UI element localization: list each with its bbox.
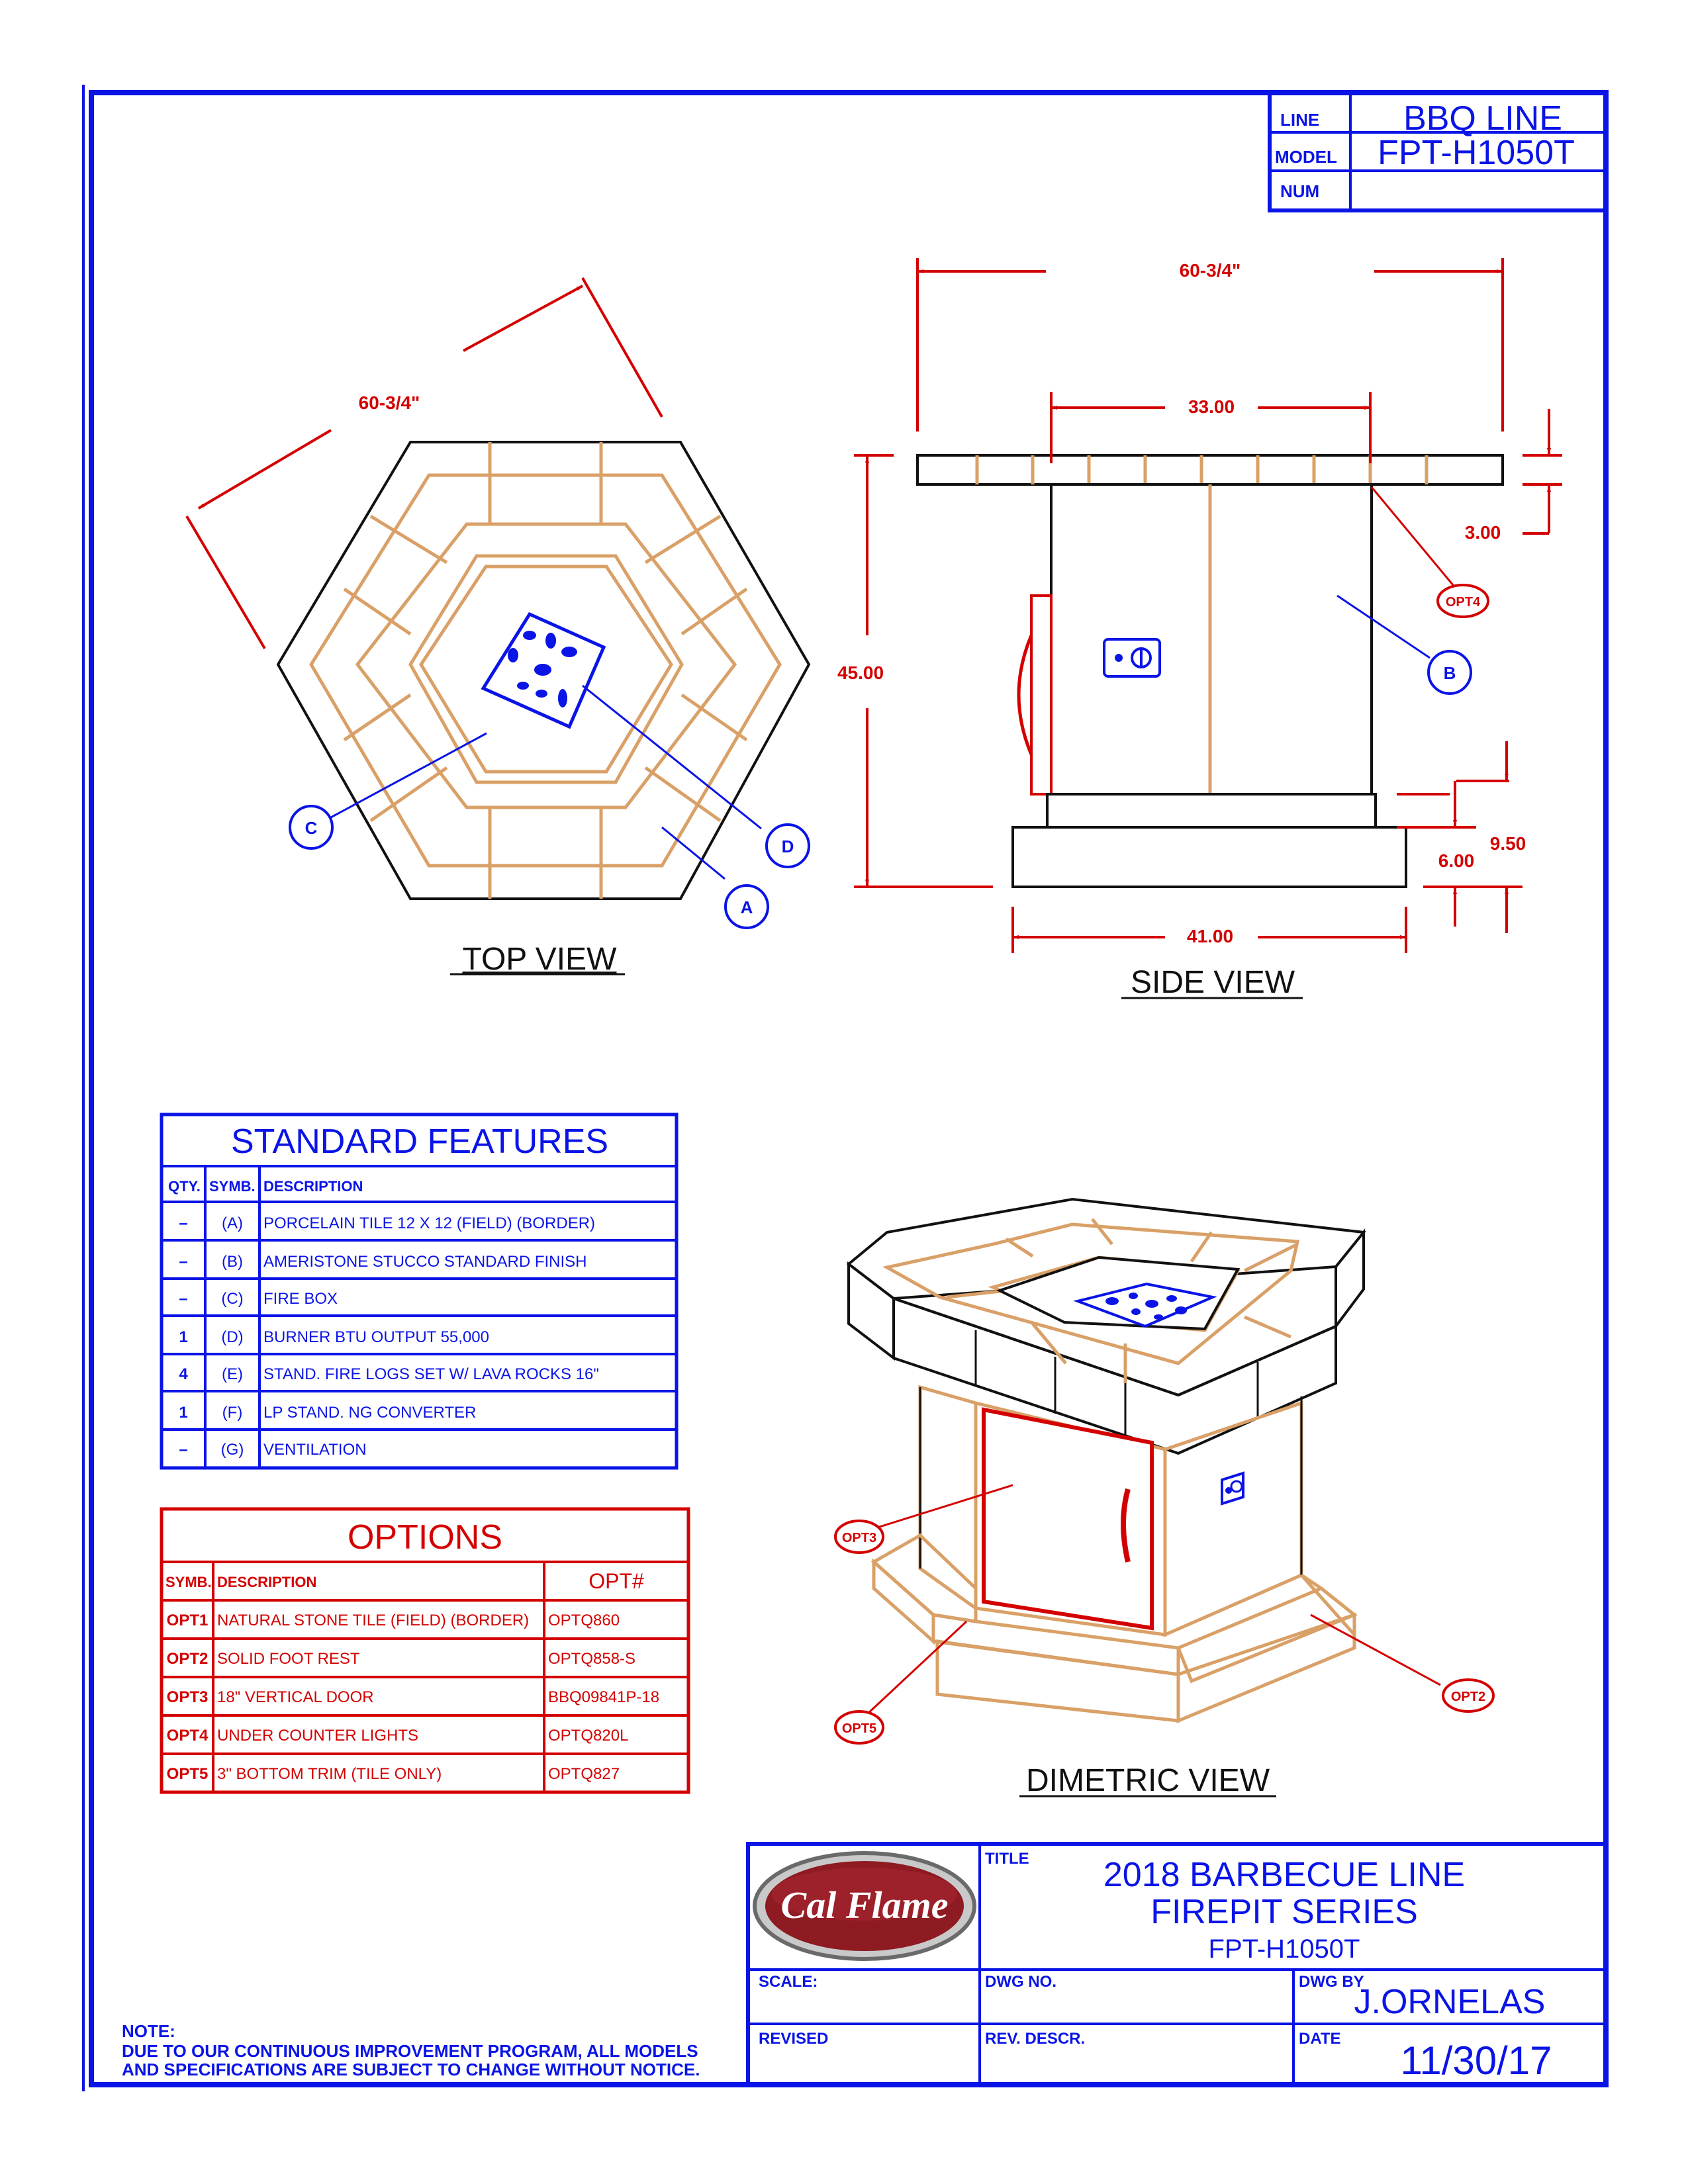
sf-row-symb: (G) [220,1441,244,1459]
side-inner-dimension: 33.00 [1188,396,1235,417]
date-value: 11/30/17 [1400,2038,1552,2083]
sf-row-qty: – [179,1253,188,1271]
callout-opt5 [835,1711,883,1743]
sf-header-description: DESCRIPTION [263,1178,363,1195]
sf-row-description: STAND. FIRE LOGS SET W/ LAVA ROCKS 16" [263,1365,599,1383]
side-width-dimension: 60-3/4" [1179,260,1241,281]
standard-features-table [162,1115,677,1468]
dimetric-view [835,1199,1493,1798]
callout-c [290,806,332,848]
sf-row-symb: (E) [222,1365,243,1383]
opt-row-description: SOLID FOOT REST [217,1650,360,1668]
opt-row-description: 3" BOTTOM TRIM (TILE ONLY) [217,1765,442,1783]
opt-row-description: UNDER COUNTER LIGHTS [217,1727,419,1745]
note-label: NOTE: [122,2021,175,2041]
sf-row-qty: – [179,1441,188,1459]
dwg-by-label: DWG BY [1299,1973,1364,1991]
opt-row-symb: OPT4 [166,1727,209,1745]
opt-row-symb: OPT3 [166,1688,209,1706]
sf-row-description: FIRE BOX [263,1290,338,1308]
sf-row-qty: 1 [179,1328,188,1346]
side-view-label: SIDE VIEW [1130,965,1295,1000]
opt-header-description: DESCRIPTION [217,1574,317,1590]
line-label: LINE [1280,110,1320,130]
callout-opt4 [1438,585,1488,617]
sf-header-symb: SYMB. [209,1178,256,1195]
svg-text:OPT3: OPT3 [841,1531,877,1545]
callout-opt3 [835,1521,883,1553]
num-label: NUM [1280,181,1320,201]
side-height-dimension: 45.00 [837,662,884,683]
side-base-height-dimension: 9.50 [1489,833,1526,854]
svg-text:OPT5: OPT5 [841,1721,877,1736]
side-top-thickness-dimension: 3.00 [1464,522,1501,543]
svg-text:D: D [781,837,794,856]
sf-row-qty: – [179,1290,188,1308]
sf-row-description: PORCELAIN TILE 12 X 12 (FIELD) (BORDER) [263,1214,596,1232]
dimetric-view-label: DIMETRIC VIEW [1026,1763,1270,1798]
title-block-bottom [748,1844,1606,2085]
dwg-no-label: DWG NO. [985,1973,1056,1991]
standard-features-title: STANDARD FEATURES [230,1122,609,1161]
dwg-by-value: J.ORNELAS [1354,1983,1546,2021]
callout-d [767,825,809,867]
dimetric-door [984,1410,1152,1628]
opt-row-number: OPTQ860 [548,1612,620,1629]
opt-row-description: NATURAL STONE TILE (FIELD) (BORDER) [217,1612,530,1629]
sf-row-description: LP STAND. NG CONVERTER [263,1404,477,1422]
sf-header-qty: QTY. [168,1178,201,1195]
options-table [162,1509,688,1792]
title-label: TITLE [985,1850,1029,1868]
date-label: DATE [1299,2030,1341,2048]
side-countertop [917,455,1503,484]
svg-text:B: B [1443,663,1456,683]
svg-text:C: C [305,818,318,838]
rev-descr-label: REV. DESCR. [985,2030,1086,2048]
sf-row-symb: (F) [222,1404,243,1422]
model-value: FPT-H1050T [1378,134,1575,172]
sf-row-symb: (D) [221,1328,244,1346]
sf-row-qty: – [179,1214,188,1232]
top-view [187,278,809,977]
title-line-1: 2018 BARBECUE LINE [1103,1856,1466,1894]
opt-row-description: 18" VERTICAL DOOR [217,1688,374,1706]
note-line-2: AND SPECIFICATIONS ARE SUBJECT TO CHANGE WITHOUT NOTICE. [122,2060,700,2079]
sf-row-description: AMERISTONE STUCCO STANDARD FINISH [263,1253,587,1271]
callout-a [726,886,768,928]
model-label: MODEL [1275,147,1337,167]
opt-header-number: OPT# [588,1569,644,1593]
opt-row-number: OPTQ858-S [548,1650,636,1668]
title-line-2: FIREPIT SERIES [1150,1893,1418,1931]
drawing-frame [91,93,1606,2085]
note-block [122,2021,700,2079]
line-value: BBQ LINE [1403,99,1562,138]
sf-row-description: BURNER BTU OUTPUT 55,000 [263,1328,489,1346]
sf-row-qty: 1 [179,1404,188,1422]
cal-flame-logo [755,1853,974,1959]
opt-row-number: BBQ09841P-18 [548,1688,660,1706]
options-title: OPTIONS [347,1518,503,1557]
top-view-label: TOP VIEW [462,942,617,977]
opt-row-symb: OPT1 [166,1612,209,1629]
sf-row-symb: (B) [222,1253,243,1271]
opt-row-symb: OPT2 [166,1650,209,1668]
side-base-dimension: 41.00 [1186,926,1234,946]
side-view [837,258,1562,1000]
svg-text:OPT4: OPT4 [1445,595,1481,610]
side-trim-dimension: 6.00 [1438,850,1475,871]
opt-row-number: OPTQ820L [548,1727,629,1745]
title-line-3: FPT-H1050T [1208,1934,1360,1964]
sf-row-qty: 4 [179,1365,188,1383]
revised-label: REVISED [759,2030,829,2048]
callout-opt2 [1443,1680,1493,1711]
opt-header-symb: SYMB. [165,1574,212,1590]
note-line-1: DUE TO OUR CONTINUOUS IMPROVEMENT PROGRAM, ALL MODELS [122,2041,698,2061]
title-block-top [1270,93,1606,210]
top-width-dimension: 60-3/4" [358,392,420,413]
logo-text: Cal Flame [780,1884,949,1927]
sf-row-symb: (C) [221,1290,244,1308]
svg-text:OPT2: OPT2 [1450,1690,1486,1704]
opt-row-number: OPTQ827 [548,1765,620,1783]
callout-b [1429,651,1471,694]
svg-text:A: A [740,897,753,917]
sf-row-description: VENTILATION [263,1441,367,1459]
scale-label: SCALE: [759,1973,818,1991]
sf-row-symb: (A) [222,1214,243,1232]
opt-row-symb: OPT5 [166,1765,209,1783]
